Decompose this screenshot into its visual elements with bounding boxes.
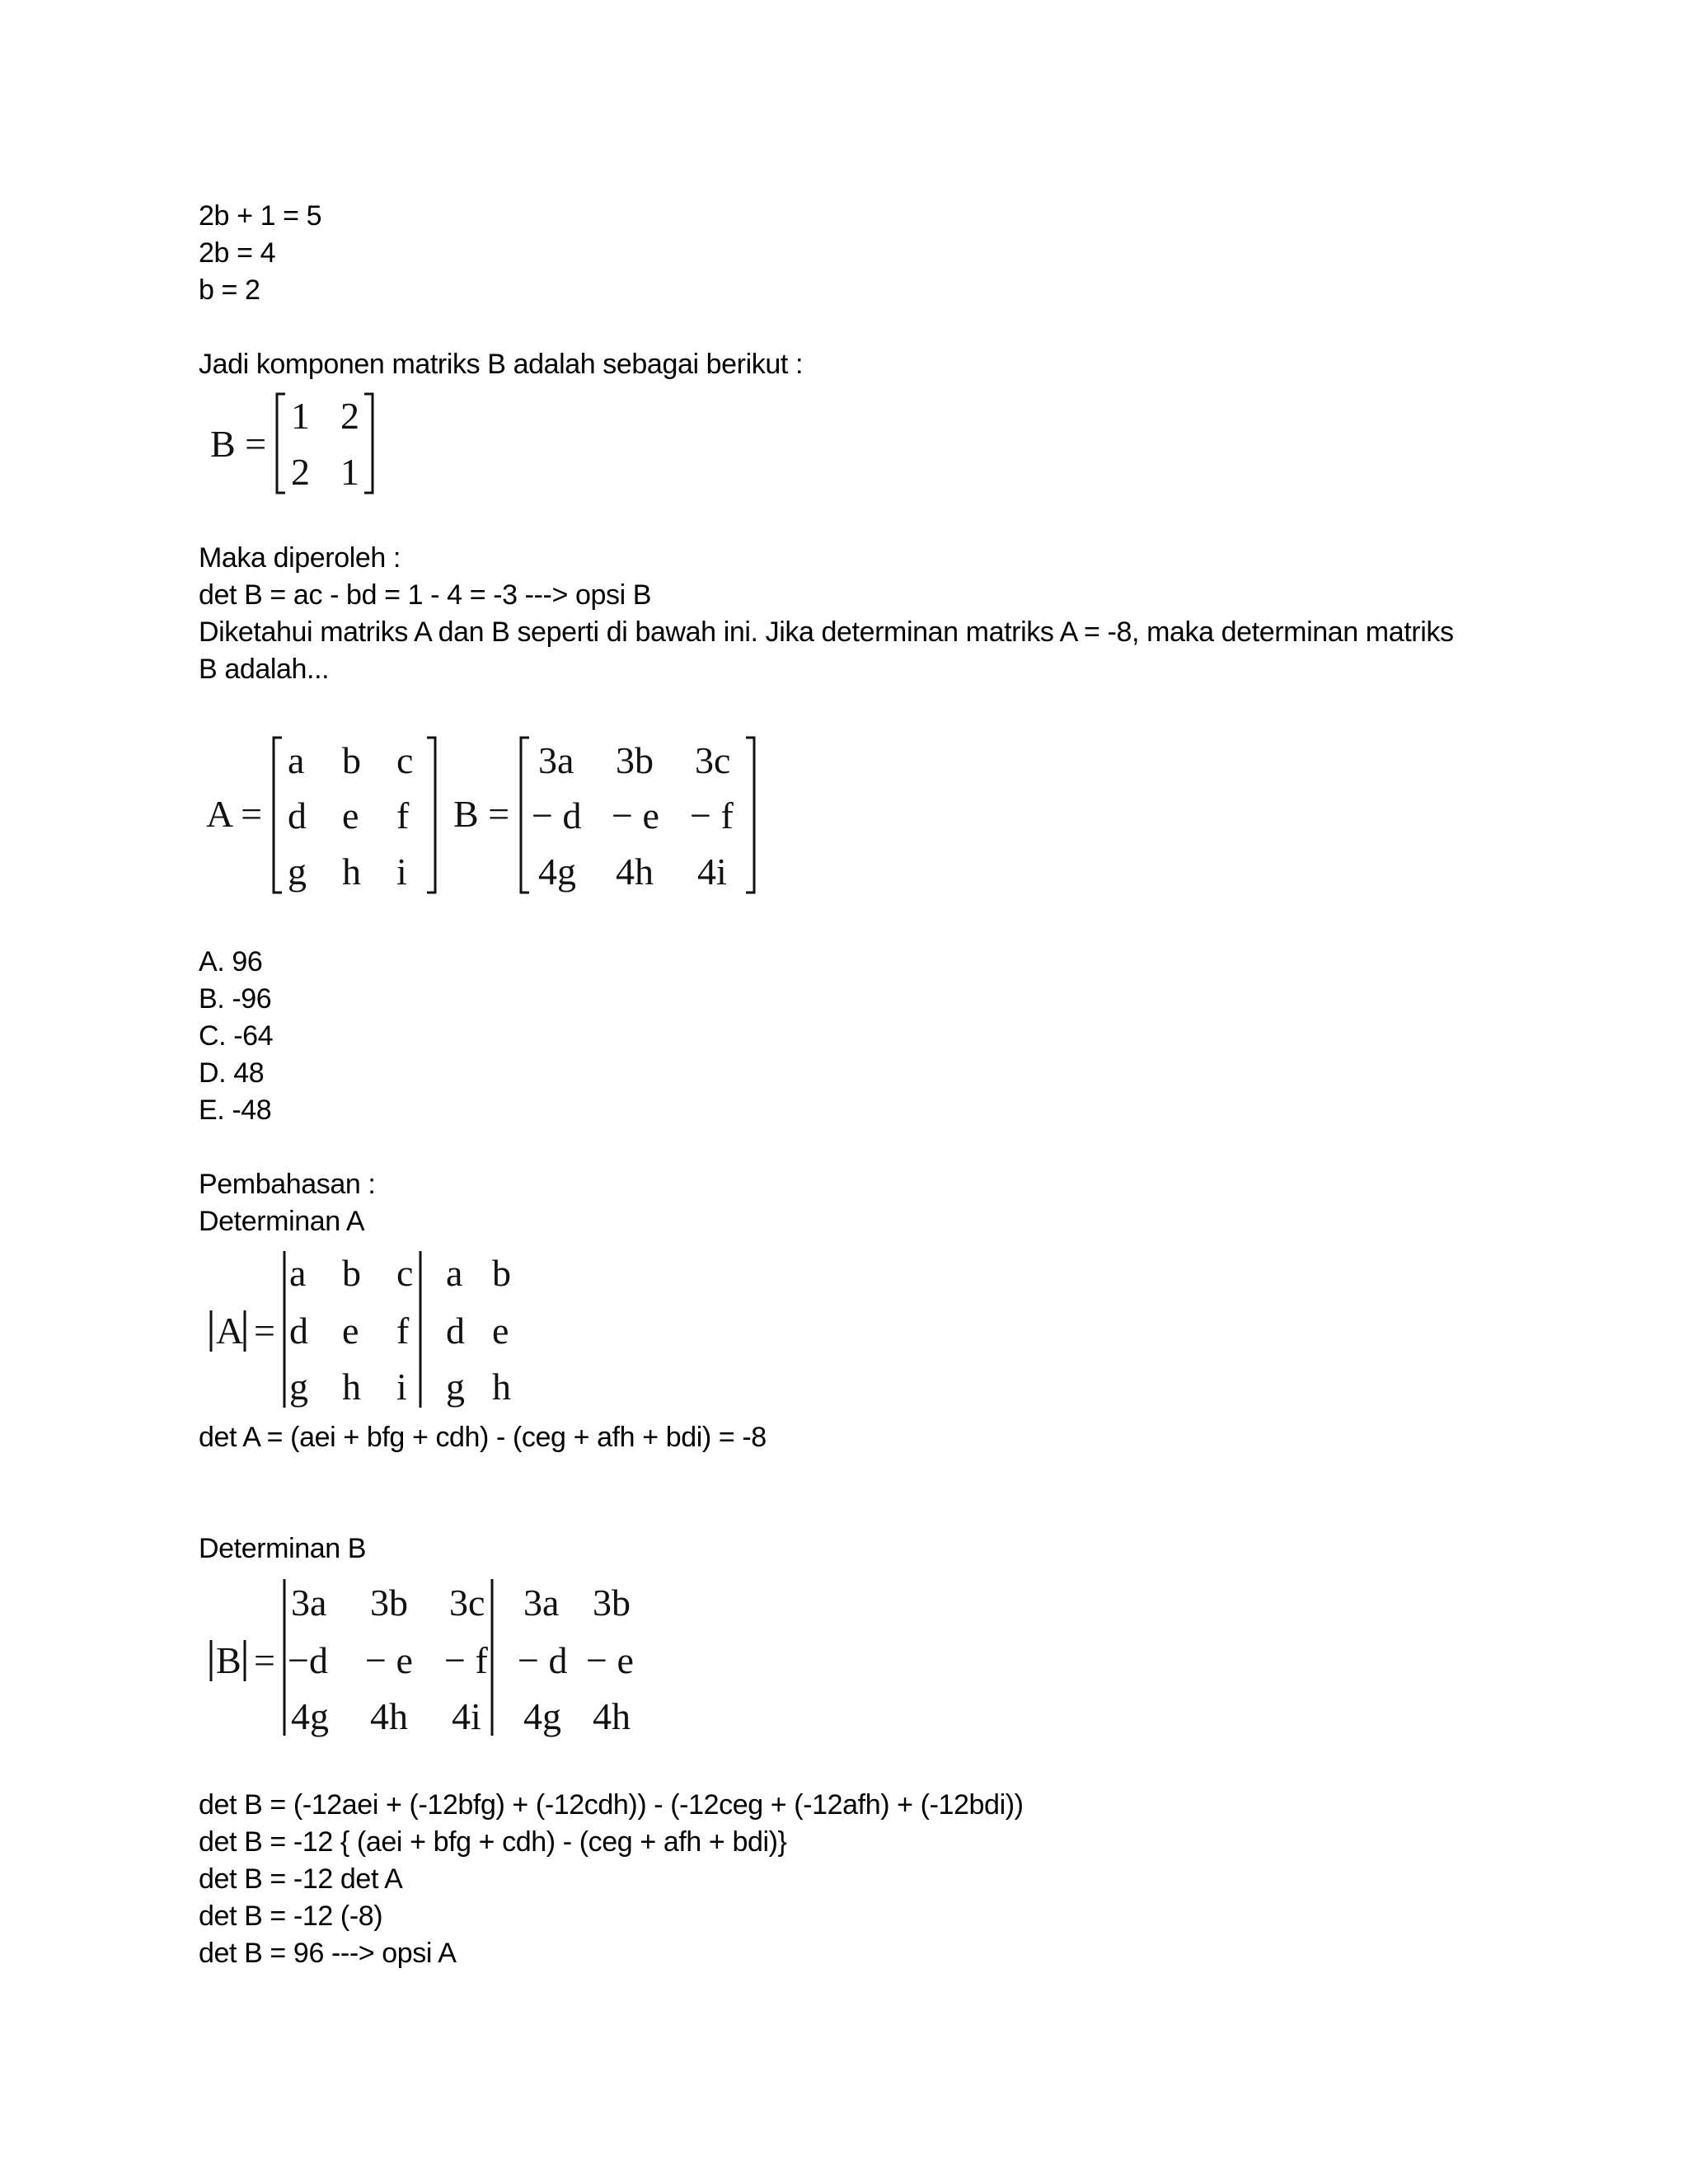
matrix-cell: 2 — [291, 451, 310, 493]
matrix-cell: b — [342, 739, 361, 781]
determinant-lhs-label: B — [216, 1639, 241, 1681]
matrix-cell: 3b — [616, 739, 654, 781]
extension-cell: d — [446, 1310, 465, 1352]
matrix-cell: i — [396, 1366, 407, 1408]
matrix-cell: 4g — [291, 1695, 329, 1737]
text-line: det B = -12 { (aei + bfg + cdh) - (ceg + afh + bdi)} — [199, 1826, 787, 1858]
text-line: 2b + 1 = 5 — [199, 200, 322, 232]
matrix-cell: h — [342, 851, 361, 893]
text-line: b = 2 — [199, 274, 260, 306]
extension-cell: e — [492, 1310, 509, 1352]
text-line: det B = (-12aei + (-12bfg) + (-12cdh)) - (-12ceg + (-12afh) + (-12bdi)) — [199, 1789, 1024, 1821]
matrix-cell: b — [342, 1252, 361, 1294]
extension-cell: a — [446, 1252, 463, 1294]
option-c: C. -64 — [199, 1020, 274, 1052]
matrix-cell: 3a — [291, 1582, 327, 1624]
matrix-cell: 3b — [370, 1582, 408, 1624]
matrix-cell: e — [342, 1310, 359, 1352]
equals-sign: = — [254, 1639, 275, 1681]
extension-cell: 4h — [593, 1695, 631, 1737]
text-line: det B = 96 ---> opsi A — [199, 1938, 457, 1969]
matrix-cell: 3c — [449, 1582, 485, 1624]
matrix-cell: 4h — [370, 1695, 408, 1737]
matrix-lhs-label: A = — [206, 793, 263, 835]
matrix-cell: i — [396, 851, 407, 893]
text-line: Diketahui matriks A dan B seperti di bawah ini. Jika determinan matriks A = -8, maka determinan matriks — [199, 616, 1454, 648]
matrix-b-2x2-equation — [206, 387, 387, 499]
matrix-cell: d — [289, 1310, 308, 1352]
extension-cell: − d — [518, 1639, 568, 1681]
matrix-cell: − e — [612, 794, 659, 837]
text-line: det B = -12 det A — [199, 1863, 403, 1895]
matrix-cell: − f — [444, 1639, 488, 1681]
matrix-a-b-equation — [202, 729, 762, 898]
matrix-cell: a — [288, 739, 305, 781]
matrix-cell: g — [288, 851, 307, 893]
matrix-cell: 1 — [340, 451, 359, 493]
matrix-cell: 4i — [697, 851, 727, 893]
text-line: 2b = 4 — [199, 237, 276, 269]
text-line: Jadi komponen matriks B adalah sebagai berikut : — [199, 349, 804, 380]
matrix-cell: 2 — [340, 395, 359, 437]
matrix-cell: − f — [690, 794, 734, 837]
matrix-cell: 4g — [538, 851, 576, 893]
extension-cell: 3b — [593, 1582, 631, 1624]
text-line: det B = ac - bd = 1 - 4 = -3 ---> opsi B — [199, 579, 652, 611]
matrix-cell: 1 — [291, 395, 310, 437]
matrix-cell: f — [396, 1310, 410, 1352]
determinant-bars — [202, 1244, 532, 1409]
option-d: D. 48 — [199, 1057, 265, 1089]
matrix-cell: c — [396, 739, 414, 781]
matrix-cell: − d — [532, 794, 582, 837]
matrix-cell: d — [288, 794, 307, 837]
matrix-cell: 4h — [616, 851, 654, 893]
determinant-a-sarrus — [202, 1244, 532, 1409]
matrix-cell: c — [396, 1252, 414, 1294]
text-line: Determinan A — [199, 1206, 365, 1237]
matrix-cell: 4i — [452, 1695, 481, 1737]
text-line: det B = -12 (-8) — [199, 1900, 383, 1932]
extension-cell: − e — [586, 1639, 634, 1681]
text-line: Determinan B — [199, 1533, 367, 1564]
extension-cell: b — [492, 1252, 511, 1294]
option-b: B. -96 — [199, 983, 272, 1015]
option-a: A. 96 — [199, 946, 263, 977]
matrix-cell: g — [289, 1366, 308, 1408]
extension-cell: 3a — [523, 1582, 560, 1624]
text-line: Pembahasan : — [199, 1169, 376, 1200]
extension-cell: h — [492, 1366, 511, 1408]
extension-cell: 4g — [523, 1695, 561, 1737]
matrix-cell: h — [342, 1366, 361, 1408]
matrix-cell: e — [342, 794, 359, 837]
matrix-lhs-label: B = — [210, 423, 267, 465]
text-line: B adalah... — [199, 654, 330, 685]
matrix-cell: f — [396, 794, 410, 837]
matrix-cell: 3c — [695, 739, 731, 781]
equals-sign: = — [254, 1310, 275, 1352]
determinant-b-sarrus — [202, 1574, 663, 1739]
text-line: Maka diperoleh : — [199, 542, 401, 574]
matrix-cell: a — [289, 1252, 307, 1294]
matrix-cell: −d — [288, 1639, 328, 1681]
extension-cell: g — [446, 1366, 465, 1408]
matrix-lhs-label: B = — [453, 793, 510, 835]
determinant-lhs-label: A — [216, 1310, 244, 1352]
text-line: det A = (aei + bfg + cdh) - (ceg + afh + bdi) = -8 — [199, 1422, 767, 1453]
matrix-cell: − e — [365, 1639, 413, 1681]
option-e: E. -48 — [199, 1094, 272, 1126]
matrix-cell: 3a — [538, 739, 574, 781]
